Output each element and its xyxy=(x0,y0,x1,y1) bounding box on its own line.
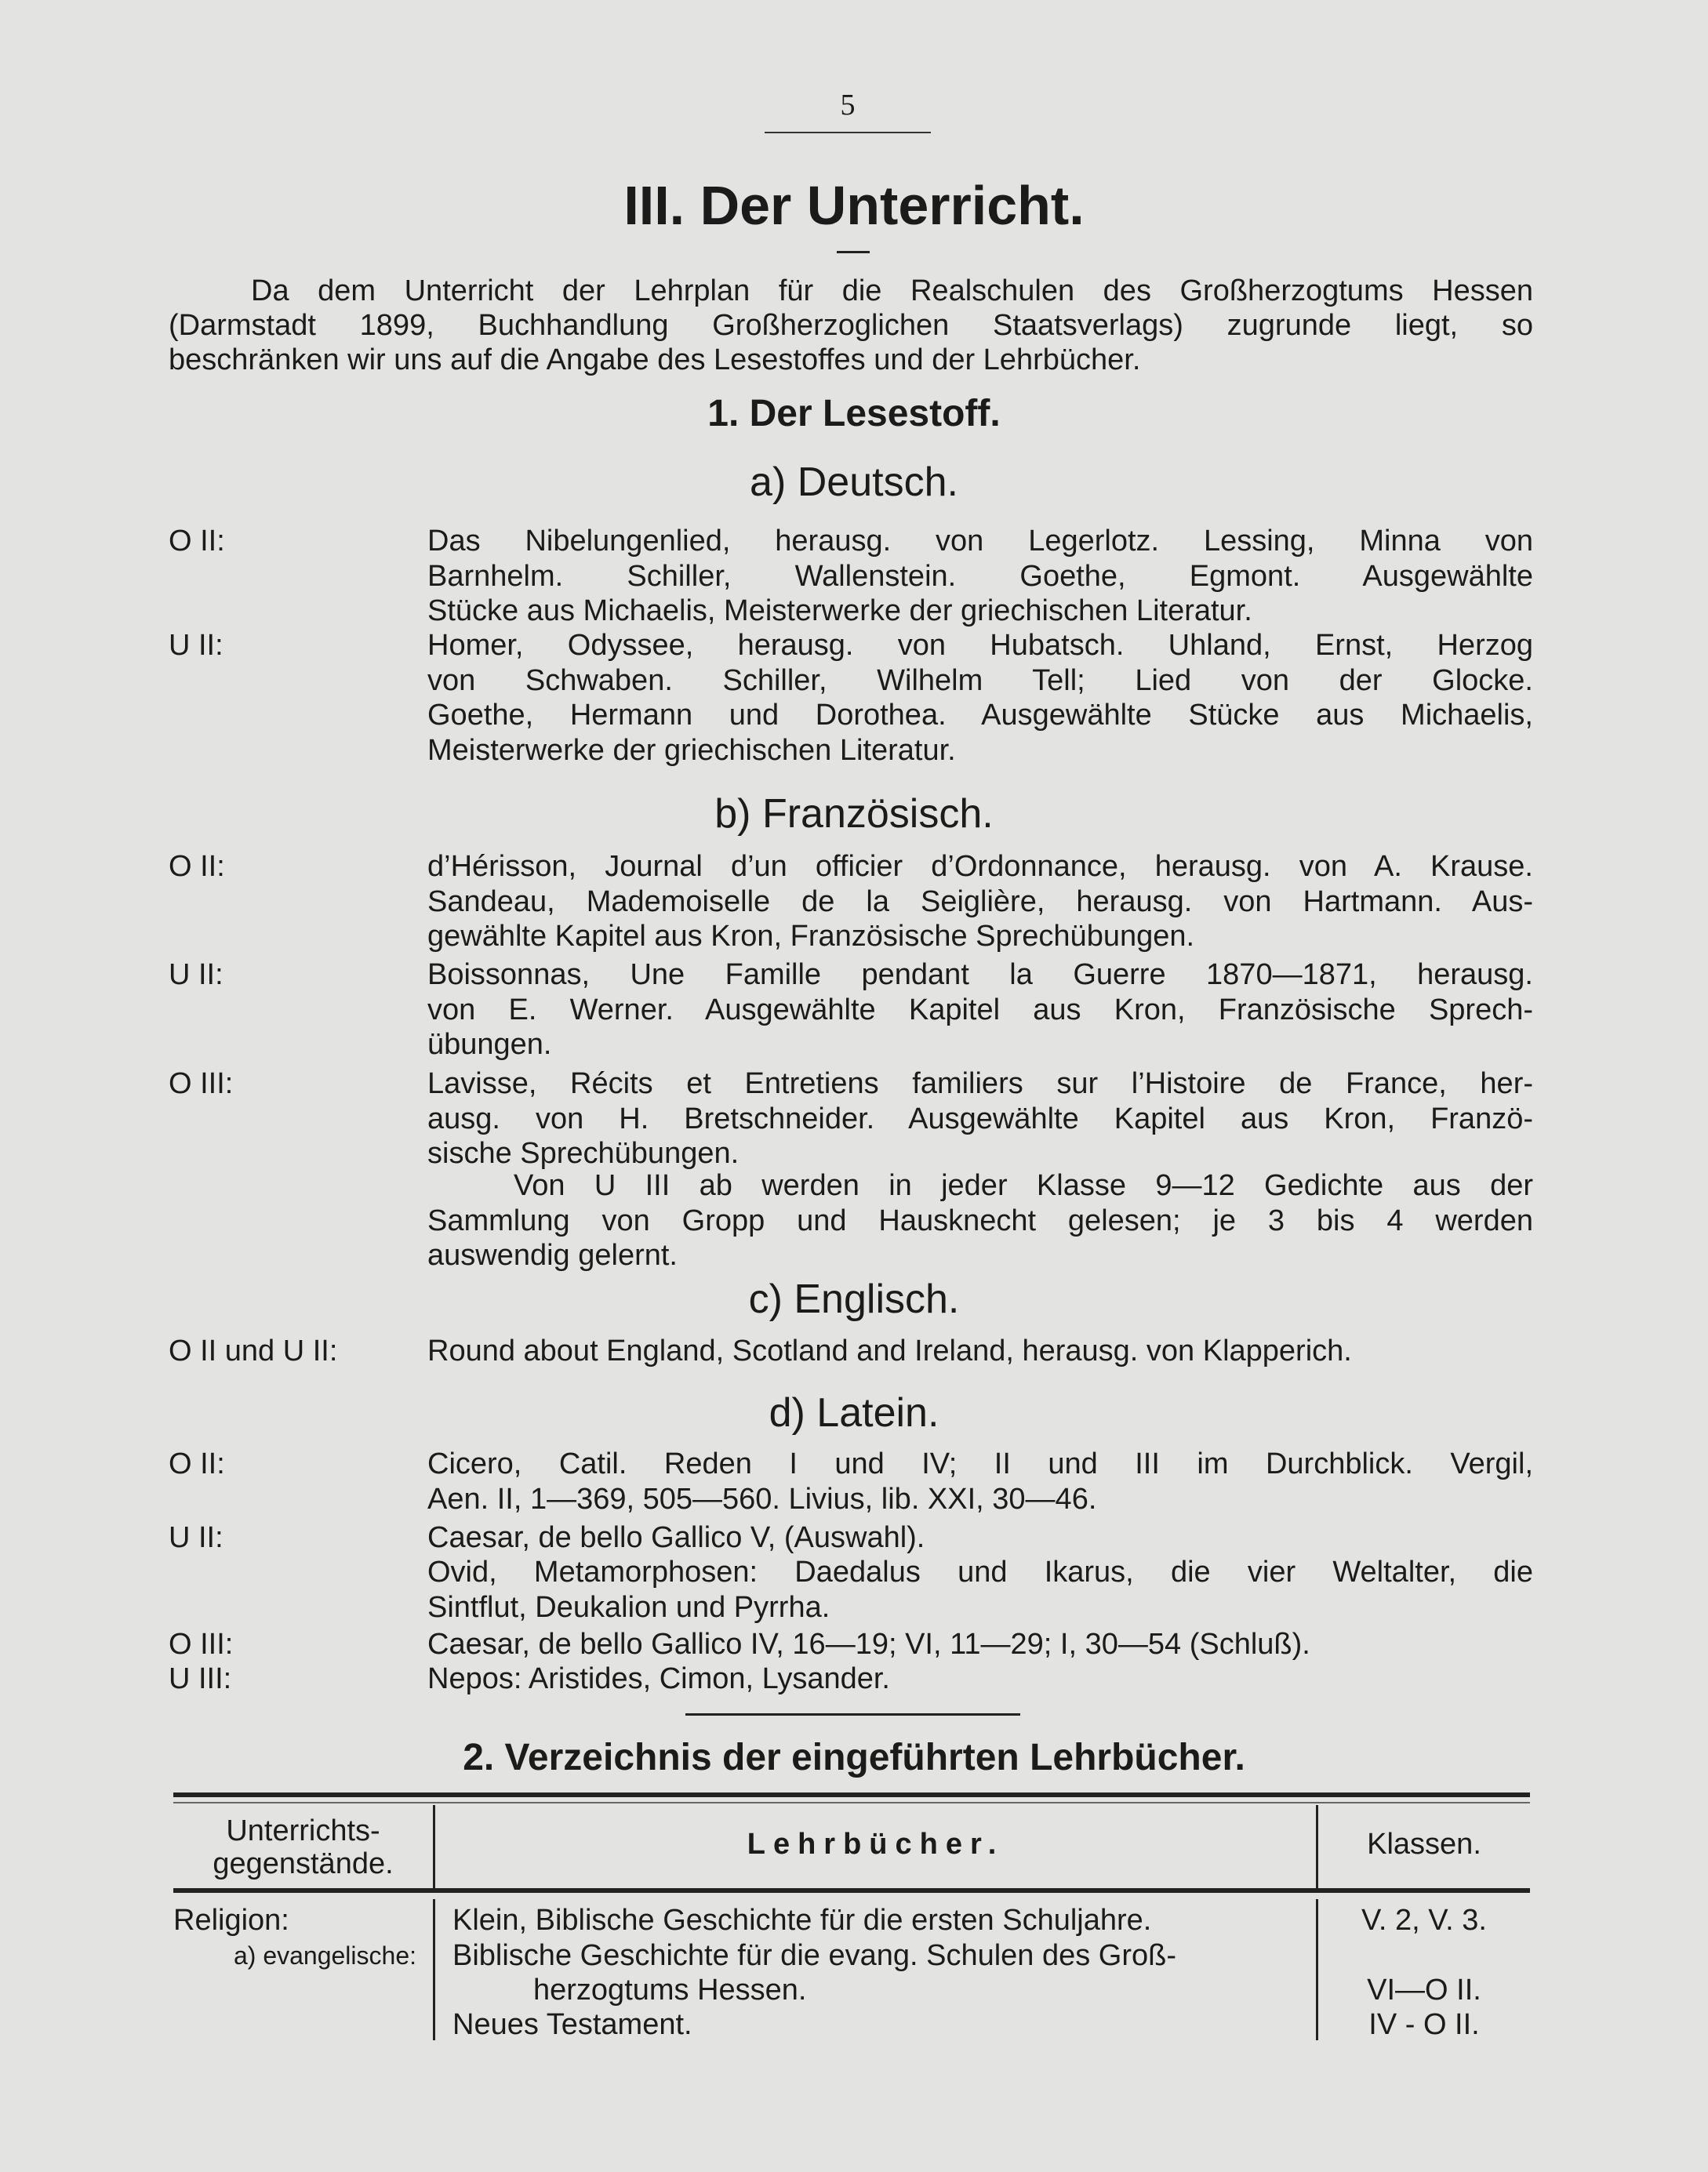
reading-line: Cicero, Catil. Reden I und IV; II und III im Durchblick. Vergil, xyxy=(427,1447,1533,1480)
book-classes: VI—O II. xyxy=(1367,1974,1481,2007)
reading-line: Boissonnas, Une Famille pendant la Guerre 1870—1871, herausg. xyxy=(427,958,1533,991)
intro-line: beschränken wir uns auf die Angabe des Lesestoffes und der Lehrbücher. xyxy=(169,343,1141,376)
intro-line: (Darmstadt 1899, Buchhandlung Großherzoglichen Staatsverlags) zugrunde liegt, so xyxy=(169,309,1533,342)
reading-line: Homer, Odyssee, herausg. von Hubatsch. Uhland, Ernst, Herzog xyxy=(427,629,1533,662)
header-subject-line1: Unterrichts- xyxy=(226,1814,380,1847)
subsection-heading: a) Deutsch. xyxy=(750,459,958,505)
reading-line: von E. Werner. Ausgewählte Kapitel aus Kron, Französische Sprech- xyxy=(427,993,1533,1026)
section-heading-lehrbuecher: 2. Verzeichnis der eingeführten Lehrbücher. xyxy=(463,1737,1245,1778)
header-subject-line2: gegenstände. xyxy=(213,1847,394,1880)
table-header-rule xyxy=(173,1888,1530,1893)
section-heading-lesestoff: 1. Der Lesestoff. xyxy=(707,393,1001,434)
header-classes: Klassen. xyxy=(1367,1828,1481,1861)
subject-religion: Religion: xyxy=(173,1904,289,1937)
subsubject-evangelisch: a) evangelische: xyxy=(233,1941,416,1970)
class-label: O III: xyxy=(169,1067,234,1100)
reading-line: Von U III ab werden in jeder Klasse 9—12 Gedichte aus der xyxy=(514,1169,1533,1202)
header-books: Lehrbücher. xyxy=(747,1828,1005,1861)
reading-line: Ovid, Metamorphosen: Daedalus und Ikarus, die vier Weltalter, die xyxy=(427,1556,1533,1589)
reading-line: Sintflut, Deukalion und Pyrrha. xyxy=(427,1590,830,1624)
class-label: O II: xyxy=(169,850,225,883)
subsection-heading: d) Latein. xyxy=(769,1390,939,1436)
title-rule xyxy=(837,251,870,253)
reading-line: d’Hérisson, Journal d’un officier d’Ordonnance, herausg. von A. Krause. xyxy=(427,850,1533,883)
class-label: U II: xyxy=(169,1521,223,1554)
book-classes: V. 2, V. 3. xyxy=(1361,1904,1487,1937)
reading-line: Sandeau, Mademoiselle de la Seiglière, herausg. von Hartmann. Aus- xyxy=(427,884,1533,918)
book-classes: IV - O II. xyxy=(1368,2008,1480,2041)
chapter-title: III. Der Unterricht. xyxy=(623,175,1085,236)
class-label: O III: xyxy=(169,1628,234,1661)
book-title: Neues Testament. xyxy=(452,2008,692,2041)
class-label: U II: xyxy=(169,958,223,991)
reading-line: Caesar, de bello Gallico V, (Auswahl). xyxy=(427,1521,925,1554)
reading-line: ausg. von H. Bretschneider. Ausgewählte Kapitel aus Kron, Franzö- xyxy=(427,1102,1533,1135)
reading-line: Meisterwerke der griechischen Literatur. xyxy=(427,733,956,767)
book-title: herzogtums Hessen. xyxy=(533,1974,807,2007)
reading-line: Sammlung von Gropp und Hausknecht gelesen; je 3 bis 4 werden xyxy=(427,1204,1533,1237)
reading-line: von Schwaben. Schiller, Wilhelm Tell; Lied von der Glocke. xyxy=(427,663,1533,697)
reading-line: auswendig gelernt. xyxy=(427,1239,678,1272)
page-number: 5 xyxy=(840,89,856,122)
table-top-rule xyxy=(173,1792,1530,1797)
reading-line: Nepos: Aristides, Cimon, Lysander. xyxy=(427,1662,890,1695)
reading-line: Das Nibelungenlied, herausg. von Legerlotz. Lessing, Minna von xyxy=(427,525,1533,558)
intro-line: Da dem Unterricht der Lehrplan für die Realschulen des Großherzogtums Hessen xyxy=(251,274,1533,307)
reading-line: Aen. II, 1—369, 505—560. Livius, lib. XXI, 30—46. xyxy=(427,1482,1097,1516)
class-label: O II und U II: xyxy=(169,1335,338,1367)
reading-line: Round about England, Scotland and Ireland, herausg. von Klapperich. xyxy=(427,1335,1352,1367)
page-number-rule xyxy=(765,132,931,133)
reading-line: Caesar, de bello Gallico IV, 16—19; VI, 11—29; I, 30—54 (Schluß). xyxy=(427,1628,1310,1661)
book-title: Klein, Biblische Geschichte für die ersten Schuljahre. xyxy=(452,1904,1152,1937)
class-label: U III: xyxy=(169,1662,232,1695)
table-top-thin-rule xyxy=(173,1802,1530,1803)
section-divider xyxy=(685,1713,1020,1716)
reading-line: gewählte Kapitel aus Kron, Französische Sprechübungen. xyxy=(427,920,1195,953)
reading-line: Stücke aus Michaelis, Meisterwerke der griechischen Literatur. xyxy=(427,594,1252,627)
column-divider xyxy=(433,1899,435,2040)
reading-line: Goethe, Hermann und Dorothea. Ausgewählte Stücke aus Michaelis, xyxy=(427,699,1533,732)
book-title: Biblische Geschichte für die evang. Schulen des Groß- xyxy=(452,1939,1177,1972)
reading-line: sische Sprechübungen. xyxy=(427,1137,740,1170)
reading-line: übungen. xyxy=(427,1028,552,1061)
subsection-heading: c) Englisch. xyxy=(748,1277,960,1322)
reading-line: Barnhelm. Schiller, Wallenstein. Goethe, Egmont. Ausgewählte xyxy=(427,559,1533,593)
class-label: U II: xyxy=(169,629,223,662)
subsection-heading: b) Französisch. xyxy=(714,791,994,837)
class-label: O II: xyxy=(169,1447,225,1480)
reading-line: Lavisse, Récits et Entretiens familiers sur l’Histoire de France, her- xyxy=(427,1067,1533,1100)
class-label: O II: xyxy=(169,525,225,558)
